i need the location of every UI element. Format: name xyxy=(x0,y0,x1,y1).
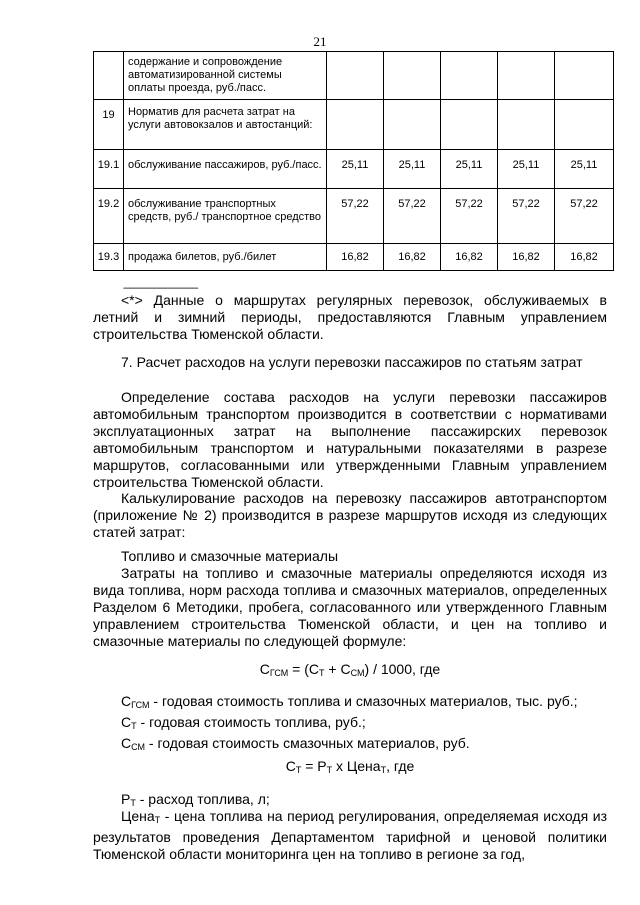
table-row xyxy=(94,244,614,271)
row-value: 57,22 xyxy=(498,189,555,244)
row-value xyxy=(327,52,384,100)
definition-fuel-price: Цена$_Т$ - цена топлива на период регулирования, определяемая исходя из результатов проведения Департаментом тарифной и ценовой политики Тюменской области мониторинга цен на топливо в регионе за год, xyxy=(93,808,607,862)
row-value: 25,11 xyxy=(498,150,555,189)
row-number: 19.2 xyxy=(94,189,124,244)
footnote-separator: -------------------------------- xyxy=(123,283,198,294)
row-number: 19.1 xyxy=(94,150,124,189)
row-number: 19.3 xyxy=(94,244,124,271)
row-value: 57,22 xyxy=(384,189,441,244)
row-number: 19 xyxy=(94,100,124,150)
table-row xyxy=(94,100,614,150)
row-value: 57,22 xyxy=(327,189,384,244)
definition-fuel-consumption: $Р_Т$ - расход топлива, л; xyxy=(121,791,270,808)
row-value xyxy=(441,52,498,100)
row-value xyxy=(555,100,614,150)
row-value xyxy=(327,100,384,150)
formula-gsm: $С_{ГСМ} = (С_Т + С_{СМ}) / 1000$, где xyxy=(259,661,441,678)
row-value xyxy=(384,100,441,150)
row-number xyxy=(94,52,124,100)
row-value xyxy=(441,100,498,150)
row-description: Норматив для расчета затрат на услуги автовокзалов и автостанций: xyxy=(124,100,327,150)
row-value: 16,82 xyxy=(327,244,384,271)
paragraph-composition: Определение состава расходов на услуги перевозки пассажиров автомобильным транспортом производится в соответствии с нормативами эксплуатационных затрат на выполнение пассажирских перевозок автомобильным транспортом и натуральными показателями в разрезе маршрутов, согласованными или утвержденными Главным управлением строительства Тюменской области. xyxy=(93,389,607,490)
section-title: 7. Расчет расходов на услуги перевозки пассажиров по статьям затрат xyxy=(121,354,583,370)
definitions-gsm xyxy=(93,693,607,756)
paragraph-calculation: Калькулирование расходов на перевозку пассажиров автотранспортом (приложение № 2) производится в разрезе маршрутов исходя из следующих статей затрат: xyxy=(93,490,607,540)
row-description: обслуживание пассажиров, руб./пасс. xyxy=(124,150,327,189)
table-row xyxy=(94,189,614,244)
norms-table xyxy=(93,51,614,271)
row-value: 16,82 xyxy=(441,244,498,271)
row-value: 16,82 xyxy=(384,244,441,271)
table-row xyxy=(94,150,614,189)
row-value xyxy=(498,52,555,100)
row-description: обслуживание транспортных средств, руб./ транспортное средство xyxy=(124,189,327,244)
table-row xyxy=(94,52,614,100)
footnote-text: <*> Данные о маршрутах регулярных перевозок, обслуживаемых в летний и зимний периоды, предоставляются Главным управлением строительства Тюменской области. xyxy=(93,292,607,342)
row-value: 16,82 xyxy=(555,244,614,271)
page-number: 21 xyxy=(313,34,327,49)
row-value: 25,11 xyxy=(441,150,498,189)
subheading-fuel: Топливо и смазочные материалы xyxy=(121,548,339,564)
definition-line: $С_{СМ}$ - годовая стоимость смазочных материалов, руб. xyxy=(121,735,470,752)
definition-line: $С_Т$ - годовая стоимость топлива, руб.; xyxy=(121,714,366,731)
paragraph-fuel: Затраты на топливо и смазочные материалы определяются исходя из вида топлива, норм расхода топлива и смазочных материалов, определенных Разделом 6 Методики, пробега, согласованного или утвержденного Главным управлением строительства Тюменской области, и цен на топливо и смазочные материалы по следующей формуле: xyxy=(93,565,607,649)
row-value: 16,82 xyxy=(498,244,555,271)
row-value: 25,11 xyxy=(384,150,441,189)
definition-line: $С_{ГСМ}$ - годовая стоимость топлива и смазочных материалов, тыс. руб.; xyxy=(121,693,578,710)
formula-fuel-cost: $С_Т = Р_Т$ х Цена$_Т$, где xyxy=(285,758,415,775)
row-value xyxy=(555,52,614,100)
row-value xyxy=(384,52,441,100)
row-value: 25,11 xyxy=(327,150,384,189)
row-value: 57,22 xyxy=(441,189,498,244)
row-value: 25,11 xyxy=(555,150,614,189)
row-description: продажа билетов, руб./билет xyxy=(124,244,327,271)
row-description: содержание и сопровождение автоматизированной системы оплаты проезда, руб./пасс. xyxy=(124,52,327,100)
row-value: 57,22 xyxy=(555,189,614,244)
row-value xyxy=(498,100,555,150)
